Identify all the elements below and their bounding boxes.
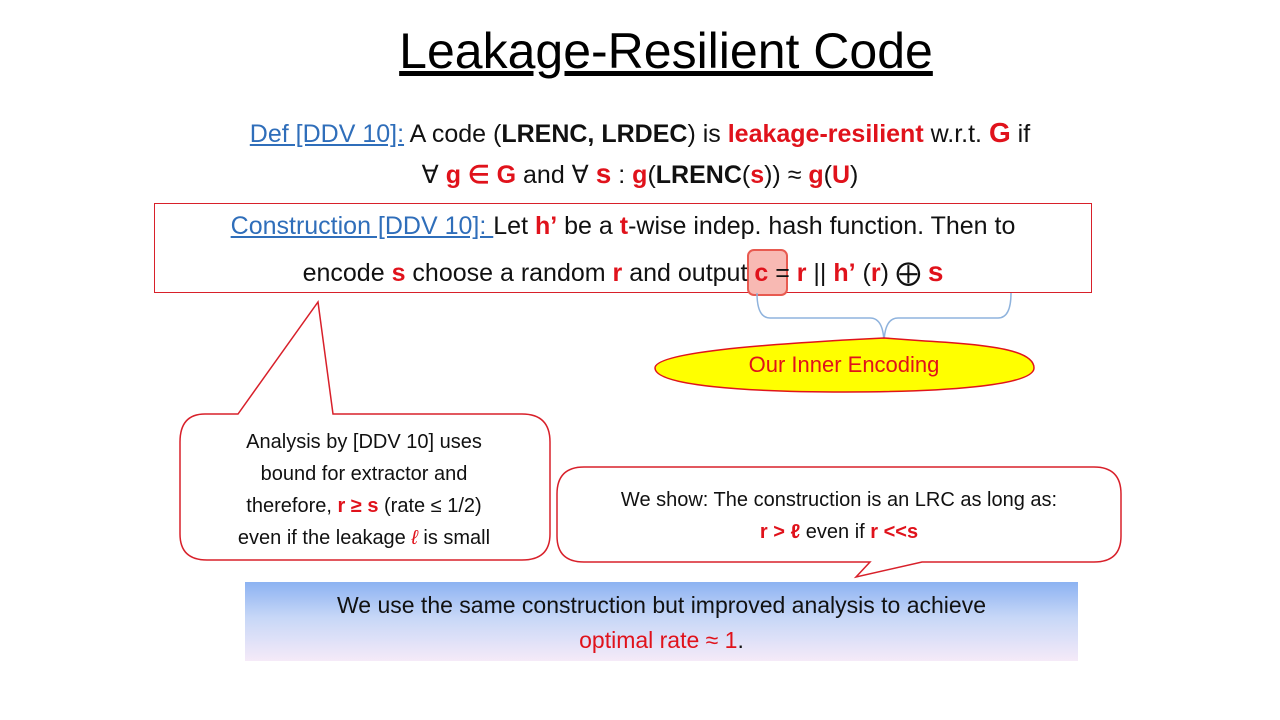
cons-text-5: -wise indep. hash function. Then to	[628, 212, 1016, 240]
def2-u: U	[831, 161, 851, 189]
inner-encoding-label: Our Inner Encoding	[748, 352, 940, 377]
def2-g: g	[632, 161, 648, 189]
slide-title: Leakage-Resilient Code	[399, 23, 933, 79]
cons2-encode: encode	[302, 259, 392, 287]
construction-label: Construction [DDV 10]:	[230, 212, 494, 240]
conclusion-line-2	[245, 623, 1078, 658]
cons-text-3: be a	[557, 212, 620, 240]
show-r-gt-ell: r > ℓ	[759, 521, 801, 543]
show-line-2	[558, 516, 1120, 548]
analysis-r-geq-s: r ≥ s	[337, 495, 379, 517]
def-g-class: G	[988, 117, 1011, 148]
cons2-concat: ||	[806, 259, 834, 287]
cons2-r: r	[612, 259, 623, 287]
conclusion-period: .	[737, 627, 744, 653]
def2-paren-2: (	[741, 161, 751, 189]
def-leakage-resilient: leakage-resilient	[727, 120, 924, 148]
cons2-equals: =	[768, 259, 797, 287]
show-r-ll-s: r <<s	[870, 521, 919, 543]
def-lrenc-lrdec: LRENC, LRDEC	[501, 120, 688, 148]
def2-approx: )) ≈	[764, 161, 809, 189]
analysis-even-if: even if the leakage	[237, 527, 412, 549]
def2-lrenc: LRENC	[655, 161, 742, 189]
cons2-s: s	[391, 259, 406, 287]
cons2-xor: ) ⨁	[880, 259, 928, 287]
def2-s: s	[595, 158, 612, 189]
cons2-h-prime: h’	[833, 259, 856, 287]
def-text-7: if	[1010, 120, 1031, 148]
analysis-rate: (rate ≤ 1/2)	[378, 495, 482, 517]
conclusion-text	[245, 588, 1078, 658]
analysis-small: is small	[417, 527, 491, 549]
cons2-r-2: r	[796, 259, 807, 287]
show-even-if: even if	[800, 521, 871, 543]
analysis-callout-text	[182, 426, 546, 554]
def2-paren-1: (	[647, 161, 656, 189]
cons2-s-2: s	[927, 256, 944, 287]
def2-forall-2: and ∀	[516, 161, 596, 189]
cons2-r-3: r	[870, 259, 881, 287]
cons-text-1: Let	[493, 212, 535, 240]
def2-colon: :	[611, 161, 633, 189]
analysis-therefore: therefore,	[246, 495, 338, 517]
inner-encoding-brace	[757, 293, 1011, 345]
cons2-c: c	[754, 259, 769, 287]
cons-t: t	[619, 212, 629, 240]
conclusion-optimal-rate: optimal rate ≈ 1	[579, 627, 738, 653]
definition-label: Def [DDV 10]:	[249, 120, 405, 148]
analysis-line-2: bound for extractor and	[260, 463, 468, 485]
def-text-1: A code (	[404, 120, 502, 148]
show-callout-text	[558, 484, 1120, 548]
def2-g-in-G: g ∈ G	[445, 161, 517, 189]
show-line-1: We show: The construction is an LRC as long as:	[620, 489, 1058, 511]
def2-paren-3: (	[823, 161, 832, 189]
def-text-3: ) is	[687, 120, 728, 148]
analysis-line-4	[182, 522, 546, 554]
cons2-choose: choose a random	[405, 259, 613, 287]
cons-h-prime: h’	[534, 212, 558, 240]
analysis-line-3	[182, 490, 546, 522]
def2-forall-1: ∀	[421, 161, 446, 189]
cons2-paren-1: (	[855, 259, 871, 287]
def2-paren-4: )	[850, 161, 859, 189]
cons2-output: and output	[622, 259, 755, 287]
analysis-ell: ℓ	[411, 527, 418, 549]
def2-g-2: g	[808, 161, 824, 189]
def-text-5: w.r.t.	[923, 120, 989, 148]
analysis-line-1: Analysis by [DDV 10] uses	[246, 431, 482, 453]
conclusion-line-1: We use the same construction but improved analysis to achieve	[336, 592, 987, 618]
def2-s-arg: s	[750, 161, 765, 189]
